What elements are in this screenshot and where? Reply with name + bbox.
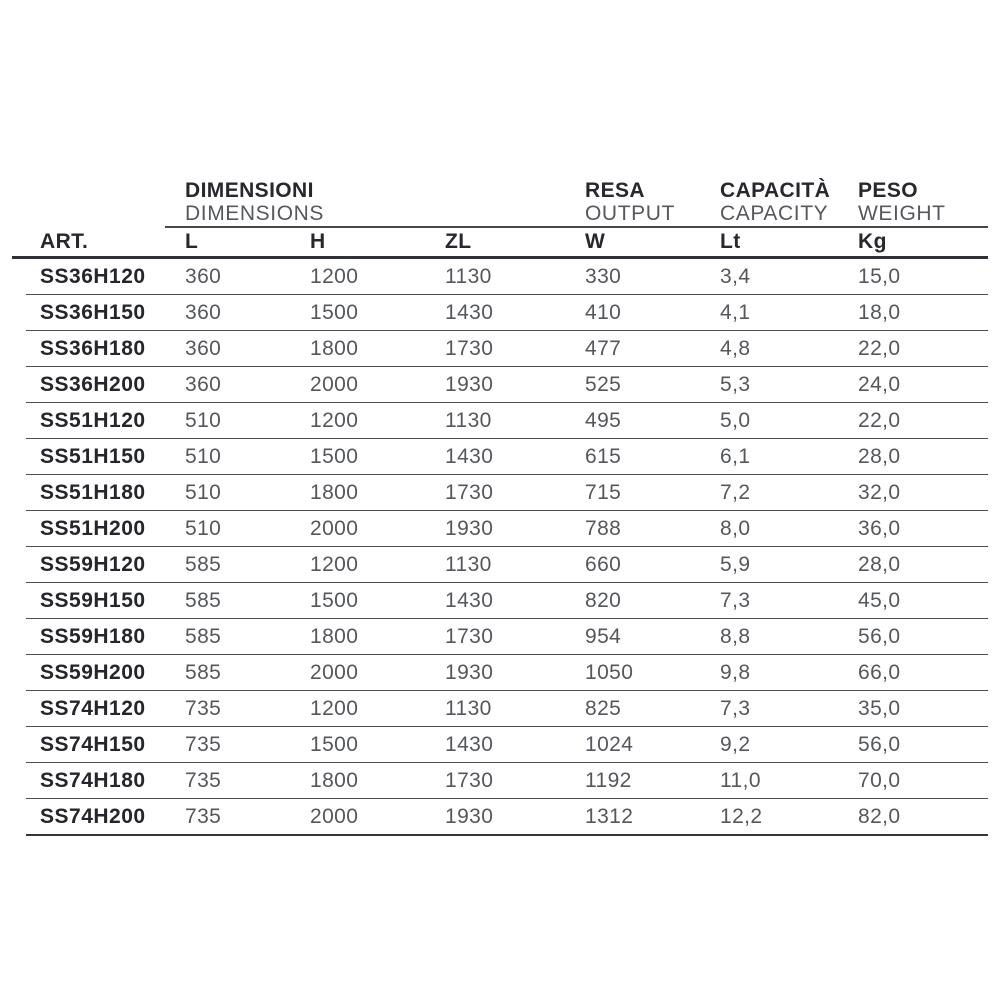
cell-zl: 1430 [445, 732, 494, 756]
table-row [12, 331, 988, 366]
cell-output-w: 954 [585, 624, 622, 648]
cell-art: SS36H180 [40, 336, 146, 360]
cell-weight: 56,0 [858, 732, 901, 756]
cell-art: SS51H200 [40, 516, 146, 540]
cell-length: 360 [185, 336, 222, 360]
cell-zl: 1130 [445, 408, 492, 432]
cell-art: SS74H150 [40, 732, 146, 756]
cell-output-w: 525 [585, 372, 622, 396]
cell-zl: 1730 [445, 624, 494, 648]
column-group-output [585, 179, 720, 225]
cell-weight: 32,0 [858, 480, 901, 504]
cell-weight: 56,0 [858, 624, 901, 648]
table-row [12, 403, 988, 438]
cell-zl: 1930 [445, 516, 494, 540]
cell-length: 735 [185, 804, 222, 828]
cell-height: 1500 [310, 588, 359, 612]
group-title-en: DIMENSIONS [185, 202, 325, 225]
cell-output-w: 715 [585, 480, 622, 504]
cell-output-w: 1024 [585, 732, 634, 756]
cell-height: 1200 [310, 408, 359, 432]
cell-length: 735 [185, 732, 222, 756]
cell-art: SS59H120 [40, 552, 146, 576]
column-header-w: W [585, 230, 606, 253]
cell-art: SS59H180 [40, 624, 146, 648]
cell-weight: 22,0 [858, 336, 901, 360]
cell-height: 2000 [310, 372, 359, 396]
cell-weight: 35,0 [858, 696, 901, 720]
cell-output-w: 477 [585, 336, 622, 360]
cell-length: 510 [185, 516, 222, 540]
cell-art: SS51H180 [40, 480, 146, 504]
cell-art: SS51H150 [40, 444, 146, 468]
cell-art: SS36H150 [40, 300, 146, 324]
cell-art: SS59H200 [40, 660, 146, 684]
cell-height: 2000 [310, 516, 359, 540]
cell-art: SS74H120 [40, 696, 146, 720]
cell-output-w: 1050 [585, 660, 634, 684]
column-header-kg: Kg [858, 230, 887, 253]
column-header-l: L [185, 230, 199, 253]
cell-weight: 22,0 [858, 408, 901, 432]
cell-length: 585 [185, 552, 222, 576]
table-row [12, 655, 988, 690]
cell-weight: 18,0 [858, 300, 901, 324]
cell-zl: 1130 [445, 264, 492, 288]
cell-height: 1200 [310, 696, 359, 720]
column-group-header-row [12, 179, 988, 226]
cell-capacity: 5,3 [720, 372, 751, 396]
cell-height: 1800 [310, 624, 359, 648]
cell-output-w: 1192 [585, 768, 632, 792]
cell-capacity: 6,1 [720, 444, 751, 468]
cell-capacity: 7,3 [720, 696, 751, 720]
cell-output-w: 410 [585, 300, 622, 324]
cell-zl: 1930 [445, 804, 494, 828]
cell-capacity: 11,0 [720, 768, 761, 792]
cell-zl: 1430 [445, 444, 494, 468]
cell-zl: 1130 [445, 696, 492, 720]
table-row [12, 583, 988, 618]
cell-weight: 70,0 [858, 768, 901, 792]
table-row [12, 619, 988, 654]
cell-height: 1200 [310, 552, 359, 576]
cell-zl: 1730 [445, 336, 494, 360]
table-row [12, 727, 988, 762]
group-title-en: WEIGHT [858, 202, 946, 225]
cell-height: 2000 [310, 804, 359, 828]
table-body [12, 259, 988, 834]
cell-length: 585 [185, 660, 222, 684]
column-header-lt: Lt [720, 230, 741, 253]
column-group-capacity [720, 179, 858, 225]
group-title-it: DIMENSIONI [185, 179, 314, 202]
table-bottom-rule [26, 834, 988, 836]
cell-art: SS36H120 [40, 264, 146, 288]
cell-art: SS59H150 [40, 588, 146, 612]
cell-zl: 1730 [445, 768, 494, 792]
cell-output-w: 660 [585, 552, 622, 576]
cell-capacity: 4,1 [720, 300, 751, 324]
table-row [12, 367, 988, 402]
cell-length: 585 [185, 624, 222, 648]
cell-output-w: 1312 [585, 804, 634, 828]
column-header-row [12, 228, 988, 259]
cell-output-w: 820 [585, 588, 622, 612]
cell-length: 360 [185, 372, 222, 396]
cell-capacity: 8,8 [720, 624, 751, 648]
cell-height: 2000 [310, 660, 359, 684]
cell-height: 1800 [310, 480, 359, 504]
cell-length: 735 [185, 768, 222, 792]
column-group-dimensions [185, 179, 585, 225]
cell-output-w: 788 [585, 516, 622, 540]
cell-weight: 15,0 [858, 264, 901, 288]
cell-capacity: 4,8 [720, 336, 751, 360]
cell-length: 510 [185, 444, 222, 468]
group-title-en: OUTPUT [585, 202, 675, 225]
cell-zl: 1430 [445, 588, 494, 612]
cell-length: 360 [185, 300, 222, 324]
cell-art: SS74H200 [40, 804, 146, 828]
table-row [12, 439, 988, 474]
cell-output-w: 825 [585, 696, 622, 720]
cell-height: 1800 [310, 336, 359, 360]
cell-zl: 1930 [445, 372, 494, 396]
column-header-art: ART. [40, 230, 89, 253]
table-row [12, 547, 988, 582]
cell-output-w: 330 [585, 264, 622, 288]
cell-length: 735 [185, 696, 222, 720]
cell-weight: 45,0 [858, 588, 901, 612]
cell-weight: 28,0 [858, 444, 901, 468]
cell-capacity: 5,9 [720, 552, 751, 576]
column-header-h: H [310, 230, 326, 253]
cell-art: SS36H200 [40, 372, 146, 396]
group-title-it: PESO [858, 179, 918, 202]
cell-weight: 66,0 [858, 660, 901, 684]
table-row [12, 763, 988, 798]
cell-weight: 36,0 [858, 516, 901, 540]
table-row [12, 295, 988, 330]
group-title-it: CAPACITÀ [720, 179, 831, 202]
cell-capacity: 7,3 [720, 588, 751, 612]
cell-zl: 1430 [445, 300, 494, 324]
cell-capacity: 5,0 [720, 408, 751, 432]
cell-height: 1500 [310, 300, 359, 324]
cell-capacity: 12,2 [720, 804, 763, 828]
cell-capacity: 7,2 [720, 480, 751, 504]
table-row [12, 799, 988, 834]
cell-length: 510 [185, 408, 222, 432]
table-row [12, 259, 988, 294]
cell-weight: 82,0 [858, 804, 901, 828]
cell-weight: 28,0 [858, 552, 901, 576]
table-row [12, 691, 988, 726]
cell-height: 1500 [310, 732, 359, 756]
cell-height: 1500 [310, 444, 359, 468]
cell-capacity: 8,0 [720, 516, 751, 540]
spec-table [12, 179, 988, 836]
cell-height: 1200 [310, 264, 359, 288]
column-header-zl: ZL [445, 230, 472, 253]
cell-output-w: 495 [585, 408, 622, 432]
cell-height: 1800 [310, 768, 359, 792]
column-group-weight [858, 179, 988, 225]
group-title-it: RESA [585, 179, 645, 202]
cell-length: 510 [185, 480, 222, 504]
cell-length: 360 [185, 264, 222, 288]
cell-capacity: 9,2 [720, 732, 751, 756]
group-title-en: CAPACITY [720, 202, 829, 225]
cell-capacity: 9,8 [720, 660, 751, 684]
table-row [12, 475, 988, 510]
cell-zl: 1730 [445, 480, 494, 504]
cell-capacity: 3,4 [720, 264, 751, 288]
table-row [12, 511, 988, 546]
cell-art: SS51H120 [40, 408, 146, 432]
cell-output-w: 615 [585, 444, 622, 468]
cell-weight: 24,0 [858, 372, 901, 396]
cell-zl: 1130 [445, 552, 492, 576]
cell-art: SS74H180 [40, 768, 146, 792]
cell-zl: 1930 [445, 660, 494, 684]
cell-length: 585 [185, 588, 222, 612]
